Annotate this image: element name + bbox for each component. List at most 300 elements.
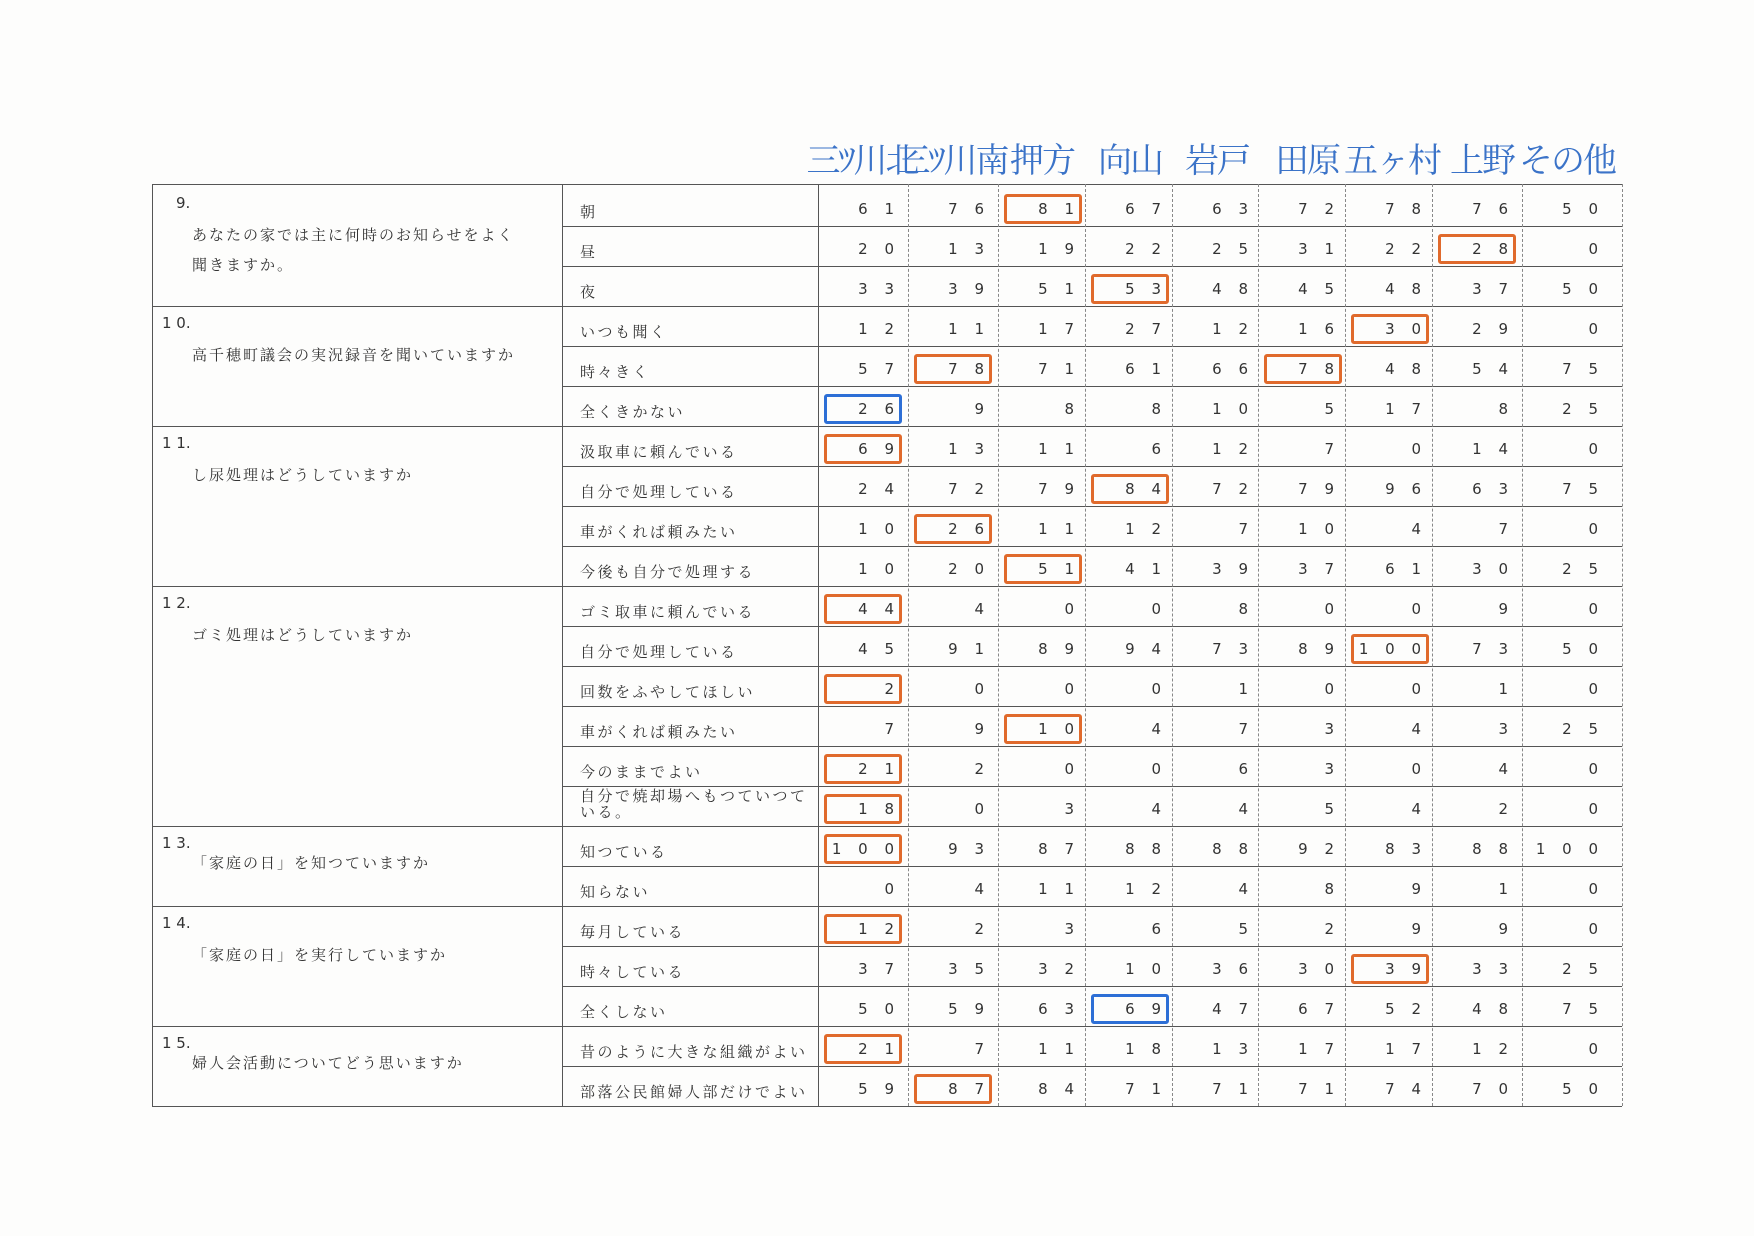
option-label: 自分で処理している bbox=[580, 483, 738, 501]
column-header-0: 三ﾂ川北 bbox=[806, 140, 918, 181]
question-text-line: 聞きますか。 bbox=[192, 256, 295, 274]
highlight-mark bbox=[1438, 234, 1516, 264]
value-cell: 1 9 bbox=[1038, 240, 1080, 258]
row-divider bbox=[562, 546, 1622, 547]
value-cell: 6 7 bbox=[1125, 200, 1167, 218]
column-header-6: 五ヶ村 bbox=[1344, 140, 1440, 181]
table-top-border bbox=[152, 184, 1622, 185]
highlight-mark bbox=[824, 914, 902, 944]
value-cell: 1 0 bbox=[1212, 400, 1254, 418]
value-cell: 2 5 bbox=[1212, 240, 1254, 258]
value-cell: 4 bbox=[1238, 880, 1254, 898]
value-cell: 1 0 0 bbox=[831, 840, 900, 858]
value-cell: 3 6 bbox=[1212, 960, 1254, 978]
value-cell: 0 bbox=[1151, 600, 1167, 618]
value-cell: 5 9 bbox=[948, 1000, 990, 1018]
row-divider bbox=[562, 346, 1622, 347]
table-left-border bbox=[152, 184, 153, 1106]
value-cell: 1 2 bbox=[858, 320, 900, 338]
value-cell: 1 2 bbox=[858, 920, 900, 938]
value-cell: 2 1 bbox=[858, 760, 900, 778]
value-cell: 4 1 bbox=[1125, 560, 1167, 578]
value-cell: 5 0 bbox=[1562, 640, 1604, 658]
value-cell: 7 bbox=[884, 720, 900, 738]
value-cell: 7 2 bbox=[948, 480, 990, 498]
value-cell: 1 1 bbox=[1038, 440, 1080, 458]
highlight-mark bbox=[1091, 474, 1169, 504]
value-cell: 6 9 bbox=[858, 440, 900, 458]
highlight-mark bbox=[1091, 994, 1169, 1024]
row-divider bbox=[562, 746, 1622, 747]
value-cell: 2 1 bbox=[858, 1040, 900, 1058]
value-cell: 1 bbox=[1498, 680, 1514, 698]
value-cell: 9 bbox=[1498, 920, 1514, 938]
value-cell: 9 bbox=[974, 720, 990, 738]
highlight-mark bbox=[824, 434, 902, 464]
value-cell: 1 0 bbox=[1038, 720, 1080, 738]
option-label: 今後も自分で処理する bbox=[580, 563, 756, 581]
row-divider bbox=[562, 466, 1622, 467]
value-cell: 1 bbox=[1498, 880, 1514, 898]
value-cell: 9 bbox=[1411, 880, 1427, 898]
value-cell: 7 6 bbox=[1472, 200, 1514, 218]
value-cell: 1 0 bbox=[1125, 960, 1167, 978]
value-cell: 8 bbox=[1151, 400, 1167, 418]
value-cell: 8 7 bbox=[1038, 840, 1080, 858]
question-text bbox=[192, 1048, 552, 1078]
value-cell: 4 5 bbox=[1298, 280, 1340, 298]
column-divider bbox=[1258, 184, 1259, 1106]
value-cell: 7 9 bbox=[1298, 480, 1340, 498]
option-label: 汲取車に頼んでいる bbox=[580, 443, 738, 461]
value-cell: 7 1 bbox=[1212, 1080, 1254, 1098]
value-cell: 1 8 bbox=[858, 800, 900, 818]
value-cell: 5 1 bbox=[1038, 280, 1080, 298]
value-cell: 1 2 bbox=[1125, 880, 1167, 898]
value-cell: 6 3 bbox=[1038, 1000, 1080, 1018]
question-text bbox=[192, 460, 552, 490]
column-divider bbox=[1085, 184, 1086, 1106]
option-label: 夜 bbox=[580, 283, 598, 301]
value-cell: 1 7 bbox=[1038, 320, 1080, 338]
question-text-line: し尿処理はどうしていますか bbox=[192, 466, 414, 484]
value-cell: 2 5 bbox=[1562, 960, 1604, 978]
highlight-mark bbox=[1004, 714, 1082, 744]
column-divider bbox=[908, 184, 909, 1106]
value-cell: 8 4 bbox=[1125, 480, 1167, 498]
value-cell: 1 0 bbox=[1298, 520, 1340, 538]
row-divider bbox=[562, 946, 1622, 947]
column-header-2: 押方 bbox=[1010, 140, 1074, 181]
value-cell: 2 bbox=[974, 920, 990, 938]
value-cell: 3 7 bbox=[1298, 560, 1340, 578]
value-cell: 1 2 bbox=[1472, 1040, 1514, 1058]
value-cell: 5 bbox=[1324, 400, 1340, 418]
value-cell: 2 0 bbox=[948, 560, 990, 578]
value-cell: 2 bbox=[884, 680, 900, 698]
value-cell: 7 5 bbox=[1562, 360, 1604, 378]
option-label: 車がくれば頼みたい bbox=[580, 723, 738, 741]
value-cell: 6 7 bbox=[1298, 1000, 1340, 1018]
value-cell: 7 4 bbox=[1385, 1080, 1427, 1098]
question-text-line: 婦人会活動についてどう思いますか bbox=[192, 1054, 464, 1072]
value-cell: 3 bbox=[1064, 800, 1080, 818]
value-cell: 0 bbox=[1588, 1040, 1604, 1058]
value-cell: 6 1 bbox=[858, 200, 900, 218]
highlight-mark bbox=[1351, 314, 1429, 344]
value-cell: 7 3 bbox=[1212, 640, 1254, 658]
question-divider bbox=[152, 906, 1622, 907]
row-divider bbox=[562, 666, 1622, 667]
value-cell: 0 bbox=[1588, 600, 1604, 618]
column-header-1: 三ﾂ川南 bbox=[896, 140, 1008, 181]
row-divider bbox=[562, 506, 1622, 507]
column-header-7: 上野 bbox=[1450, 140, 1514, 181]
value-cell: 5 bbox=[1238, 920, 1254, 938]
value-cell: 7 9 bbox=[1038, 480, 1080, 498]
value-cell: 0 bbox=[1411, 680, 1427, 698]
value-cell: 4 8 bbox=[1472, 1000, 1514, 1018]
value-cell: 3 bbox=[1498, 720, 1514, 738]
value-cell: 3 0 bbox=[1385, 320, 1427, 338]
column-header-4: 岩戸 bbox=[1185, 140, 1249, 181]
value-cell: 0 bbox=[1588, 880, 1604, 898]
table-right-border bbox=[1622, 184, 1623, 1106]
value-cell: 4 bbox=[1238, 800, 1254, 818]
value-cell: 6 6 bbox=[1212, 360, 1254, 378]
value-cell: 8 9 bbox=[1038, 640, 1080, 658]
column-divider bbox=[1432, 184, 1433, 1106]
question-text bbox=[192, 848, 552, 878]
value-cell: 0 bbox=[1324, 600, 1340, 618]
question-number: 1 0. bbox=[162, 314, 191, 332]
value-cell: 5 1 bbox=[1038, 560, 1080, 578]
column-divider bbox=[1172, 184, 1173, 1106]
option-label: 全くしない bbox=[580, 1003, 668, 1021]
value-cell: 0 bbox=[1588, 920, 1604, 938]
option-label: 回数をふやしてほしい bbox=[580, 683, 756, 701]
value-cell: 6 1 bbox=[1385, 560, 1427, 578]
highlight-mark bbox=[1351, 954, 1429, 984]
question-divider bbox=[152, 426, 1622, 427]
row-divider bbox=[562, 986, 1622, 987]
option-label: 車がくれば頼みたい bbox=[580, 523, 738, 541]
value-cell: 3 7 bbox=[858, 960, 900, 978]
value-cell: 3 9 bbox=[1212, 560, 1254, 578]
highlight-mark bbox=[914, 354, 992, 384]
value-cell: 4 bbox=[1498, 760, 1514, 778]
value-cell: 9 3 bbox=[948, 840, 990, 858]
highlight-mark bbox=[824, 594, 902, 624]
value-cell: 6 3 bbox=[1212, 200, 1254, 218]
highlight-mark bbox=[824, 674, 902, 704]
column-divider bbox=[1522, 184, 1523, 1106]
highlight-mark bbox=[824, 394, 902, 424]
value-cell: 1 0 0 bbox=[1535, 840, 1604, 858]
option-label: 自分で焼却場へもつていつている。 bbox=[580, 787, 808, 821]
value-cell: 3 2 bbox=[1038, 960, 1080, 978]
highlight-mark bbox=[1004, 554, 1082, 584]
value-cell: 7 6 bbox=[948, 200, 990, 218]
question-number: 1 4. bbox=[162, 914, 191, 932]
question-number: 1 2. bbox=[162, 594, 191, 612]
value-cell: 3 0 bbox=[1472, 560, 1514, 578]
highlight-mark bbox=[1264, 354, 1342, 384]
value-cell: 7 0 bbox=[1472, 1080, 1514, 1098]
value-cell: 1 7 bbox=[1385, 400, 1427, 418]
value-cell: 0 bbox=[1588, 320, 1604, 338]
value-cell: 2 4 bbox=[858, 480, 900, 498]
value-cell: 9 6 bbox=[1385, 480, 1427, 498]
value-cell: 1 0 bbox=[858, 520, 900, 538]
value-cell: 0 bbox=[1064, 600, 1080, 618]
value-cell: 4 8 bbox=[1385, 280, 1427, 298]
question-text-line: 高千穂町議会の実況録音を聞いていますか bbox=[192, 346, 516, 364]
question-divider bbox=[152, 1106, 1622, 1107]
highlight-mark bbox=[824, 834, 902, 864]
value-cell: 2 5 bbox=[1562, 400, 1604, 418]
value-cell: 8 bbox=[1498, 400, 1514, 418]
value-cell: 9 bbox=[1498, 600, 1514, 618]
option-label: 時々きく bbox=[580, 363, 651, 381]
row-divider bbox=[562, 626, 1622, 627]
value-cell: 2 2 bbox=[1125, 240, 1167, 258]
value-cell: 1 2 bbox=[1212, 440, 1254, 458]
highlight-mark bbox=[1351, 634, 1429, 664]
value-cell: 6 1 bbox=[1125, 360, 1167, 378]
value-cell: 2 5 bbox=[1562, 720, 1604, 738]
question-text-line: ゴミ処理はどうしていますか bbox=[192, 626, 414, 644]
value-cell: 0 bbox=[1588, 680, 1604, 698]
value-cell: 2 bbox=[1498, 800, 1514, 818]
value-cell: 4 bbox=[974, 600, 990, 618]
value-cell: 4 bbox=[1151, 800, 1167, 818]
value-cell: 3 bbox=[1324, 760, 1340, 778]
value-cell: 3 9 bbox=[948, 280, 990, 298]
value-cell: 7 5 bbox=[1562, 480, 1604, 498]
value-cell: 5 0 bbox=[1562, 200, 1604, 218]
highlight-mark bbox=[1091, 274, 1169, 304]
question-text bbox=[192, 340, 552, 370]
value-cell: 1 8 bbox=[1125, 1040, 1167, 1058]
value-cell: 7 3 bbox=[1472, 640, 1514, 658]
value-cell: 8 bbox=[1238, 600, 1254, 618]
value-cell: 0 bbox=[1411, 440, 1427, 458]
value-cell: 8 bbox=[1324, 880, 1340, 898]
question-number: 9. bbox=[176, 194, 191, 212]
value-cell: 4 8 bbox=[1385, 360, 1427, 378]
value-cell: 2 7 bbox=[1125, 320, 1167, 338]
option-label: 知つている bbox=[580, 843, 668, 861]
value-cell: 1 0 bbox=[858, 560, 900, 578]
option-label: 朝 bbox=[580, 203, 598, 221]
value-cell: 1 1 bbox=[1038, 1040, 1080, 1058]
value-cell: 7 1 bbox=[1125, 1080, 1167, 1098]
option-label: 部落公民館婦人部だけでよい bbox=[580, 1083, 808, 1101]
question-text bbox=[192, 940, 552, 970]
value-cell: 0 bbox=[1588, 440, 1604, 458]
value-cell: 0 bbox=[1064, 760, 1080, 778]
value-cell: 4 bbox=[1411, 520, 1427, 538]
value-cell: 5 4 bbox=[1472, 360, 1514, 378]
row-divider bbox=[562, 706, 1622, 707]
value-cell: 7 8 bbox=[948, 360, 990, 378]
value-cell: 0 bbox=[1151, 680, 1167, 698]
value-cell: 4 4 bbox=[858, 600, 900, 618]
value-cell: 8 8 bbox=[1472, 840, 1514, 858]
value-cell: 7 bbox=[1238, 520, 1254, 538]
value-cell: 7 8 bbox=[1298, 360, 1340, 378]
row-divider bbox=[562, 226, 1622, 227]
value-cell: 4 bbox=[974, 880, 990, 898]
value-cell: 3 bbox=[1324, 720, 1340, 738]
value-cell: 2 0 bbox=[858, 240, 900, 258]
column-header-5: 田原 bbox=[1275, 140, 1339, 181]
question-text-line: あなたの家では主に何時のお知らせをよく bbox=[192, 226, 515, 244]
question-number: 1 1. bbox=[162, 434, 191, 452]
question-divider bbox=[152, 1026, 1622, 1027]
value-cell: 9 1 bbox=[948, 640, 990, 658]
value-cell: 5 2 bbox=[1385, 1000, 1427, 1018]
value-cell: 1 3 bbox=[948, 440, 990, 458]
value-cell: 4 5 bbox=[858, 640, 900, 658]
value-cell: 8 9 bbox=[1298, 640, 1340, 658]
value-cell: 2 2 bbox=[1385, 240, 1427, 258]
value-cell: 6 bbox=[1151, 440, 1167, 458]
value-cell: 5 0 bbox=[1562, 280, 1604, 298]
value-cell: 1 4 bbox=[1472, 440, 1514, 458]
value-cell: 0 bbox=[1588, 800, 1604, 818]
question-number: 1 5. bbox=[162, 1034, 191, 1052]
highlight-mark bbox=[914, 514, 992, 544]
value-cell: 3 5 bbox=[948, 960, 990, 978]
question-divider bbox=[152, 306, 1622, 307]
option-label: 自分で処理している bbox=[580, 643, 738, 661]
value-cell: 1 1 bbox=[1038, 880, 1080, 898]
column-header-3: 向山 bbox=[1098, 140, 1162, 181]
value-cell: 8 bbox=[1064, 400, 1080, 418]
value-cell: 0 bbox=[1411, 600, 1427, 618]
question-option-divider bbox=[562, 184, 563, 1106]
value-cell: 8 3 bbox=[1385, 840, 1427, 858]
value-cell: 3 9 bbox=[1385, 960, 1427, 978]
option-label: 時々している bbox=[580, 963, 686, 981]
value-cell: 3 0 bbox=[1298, 960, 1340, 978]
question-text-line: 「家庭の日」を実行していますか bbox=[192, 946, 448, 964]
option-value-divider bbox=[818, 184, 819, 1106]
value-cell: 0 bbox=[974, 680, 990, 698]
value-cell: 1 3 bbox=[948, 240, 990, 258]
option-label: 今のままでよい bbox=[580, 763, 703, 781]
value-cell: 0 bbox=[1588, 520, 1604, 538]
highlight-mark bbox=[1004, 194, 1082, 224]
value-cell: 7 2 bbox=[1212, 480, 1254, 498]
row-divider bbox=[562, 1066, 1622, 1067]
value-cell: 1 7 bbox=[1385, 1040, 1427, 1058]
value-cell: 0 bbox=[1588, 760, 1604, 778]
row-divider bbox=[562, 386, 1622, 387]
value-cell: 5 bbox=[1324, 800, 1340, 818]
column-header-8: その他 bbox=[1519, 140, 1615, 181]
value-cell: 7 2 bbox=[1298, 200, 1340, 218]
value-cell: 7 1 bbox=[1298, 1080, 1340, 1098]
value-cell: 9 2 bbox=[1298, 840, 1340, 858]
value-cell: 0 bbox=[1411, 760, 1427, 778]
value-cell: 5 3 bbox=[1125, 280, 1167, 298]
value-cell: 7 bbox=[1324, 440, 1340, 458]
question-divider bbox=[152, 586, 1622, 587]
value-cell: 8 1 bbox=[1038, 200, 1080, 218]
value-cell: 6 9 bbox=[1125, 1000, 1167, 1018]
highlight-mark bbox=[914, 1074, 992, 1104]
value-cell: 6 bbox=[1238, 760, 1254, 778]
highlight-mark bbox=[824, 754, 902, 784]
value-cell: 1 0 0 bbox=[1358, 640, 1427, 658]
value-cell: 7 8 bbox=[1385, 200, 1427, 218]
value-cell: 2 6 bbox=[948, 520, 990, 538]
question-text-line: 「家庭の日」を知つていますか bbox=[192, 854, 431, 872]
value-cell: 8 8 bbox=[1125, 840, 1167, 858]
value-cell: 8 7 bbox=[948, 1080, 990, 1098]
value-cell: 0 bbox=[884, 880, 900, 898]
value-cell: 0 bbox=[1064, 680, 1080, 698]
value-cell: 1 1 bbox=[1038, 520, 1080, 538]
option-label: 昔のように大きな組織がよい bbox=[580, 1043, 808, 1061]
question-text bbox=[192, 220, 552, 280]
option-label: ゴミ取車に頼んでいる bbox=[580, 603, 756, 621]
value-cell: 4 bbox=[1411, 800, 1427, 818]
value-cell: 2 bbox=[1324, 920, 1340, 938]
value-cell: 9 bbox=[974, 400, 990, 418]
question-divider bbox=[152, 826, 1622, 827]
column-divider bbox=[1345, 184, 1346, 1106]
value-cell: 3 1 bbox=[1298, 240, 1340, 258]
option-label: 毎月している bbox=[580, 923, 686, 941]
value-cell: 4 7 bbox=[1212, 1000, 1254, 1018]
row-divider bbox=[562, 866, 1622, 867]
question-number: 1 3. bbox=[162, 834, 191, 852]
column-divider bbox=[998, 184, 999, 1106]
row-divider bbox=[562, 266, 1622, 267]
value-cell: 0 bbox=[974, 800, 990, 818]
value-cell: 6 bbox=[1151, 920, 1167, 938]
value-cell: 0 bbox=[1324, 680, 1340, 698]
value-cell: 1 6 bbox=[1298, 320, 1340, 338]
value-cell: 6 3 bbox=[1472, 480, 1514, 498]
highlight-mark bbox=[824, 1034, 902, 1064]
value-cell: 0 bbox=[1588, 240, 1604, 258]
value-cell: 5 0 bbox=[858, 1000, 900, 1018]
value-cell: 1 1 bbox=[948, 320, 990, 338]
option-label: いつも聞く bbox=[580, 323, 668, 341]
value-cell: 4 bbox=[1411, 720, 1427, 738]
value-cell: 9 4 bbox=[1125, 640, 1167, 658]
value-cell: 3 7 bbox=[1472, 280, 1514, 298]
option-label: 全くきかない bbox=[580, 403, 686, 421]
value-cell: 1 bbox=[1238, 680, 1254, 698]
value-cell: 2 9 bbox=[1472, 320, 1514, 338]
value-cell: 5 0 bbox=[1562, 1080, 1604, 1098]
value-cell: 2 6 bbox=[858, 400, 900, 418]
value-cell: 0 bbox=[1151, 760, 1167, 778]
value-cell: 1 2 bbox=[1125, 520, 1167, 538]
value-cell: 3 3 bbox=[1472, 960, 1514, 978]
value-cell: 8 8 bbox=[1212, 840, 1254, 858]
question-text bbox=[192, 620, 552, 650]
value-cell: 1 3 bbox=[1212, 1040, 1254, 1058]
value-cell: 3 3 bbox=[858, 280, 900, 298]
value-cell: 4 bbox=[1151, 720, 1167, 738]
